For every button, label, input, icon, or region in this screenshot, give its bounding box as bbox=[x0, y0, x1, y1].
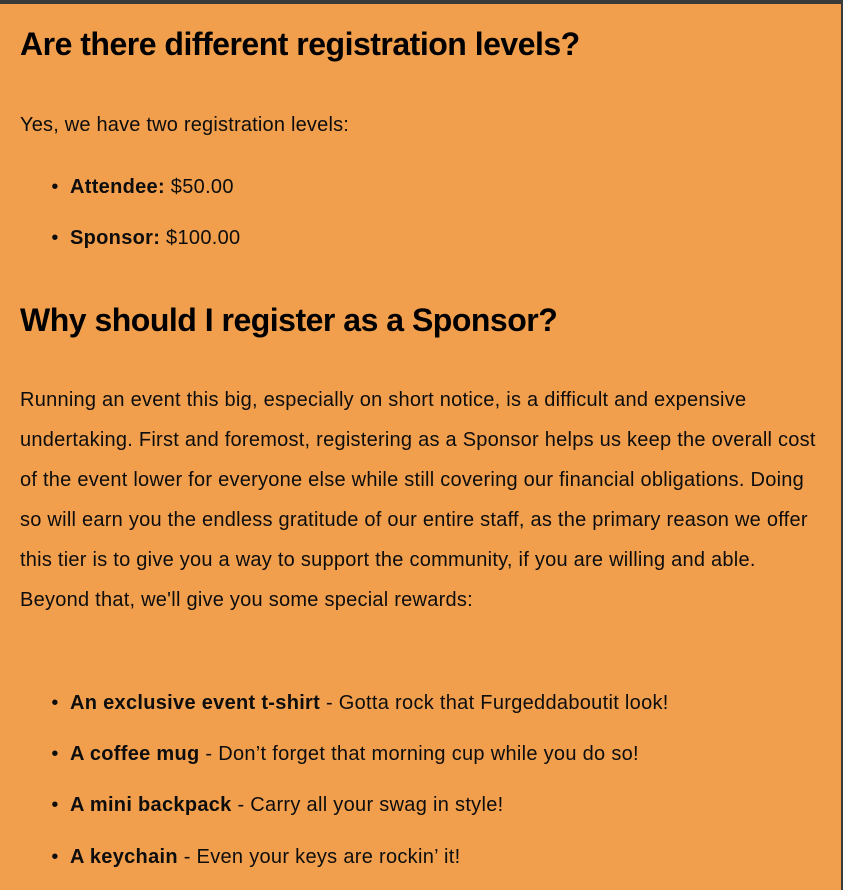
window-top-border bbox=[0, 0, 843, 4]
bullet: • bbox=[51, 743, 59, 765]
reward-label: A coffee mug bbox=[70, 743, 200, 765]
bullet: • bbox=[51, 227, 59, 249]
bullet: • bbox=[51, 176, 59, 198]
level-price: $100.00 bbox=[160, 227, 241, 249]
bullet: • bbox=[51, 846, 59, 868]
sponsor-paragraph: Running an event this big, especially on short notice, is a difficult and expensive undertaking. First and foremost, registering as a Sponsor helps us keep the overall cost of the event lower for everyone else while still covering our financial obligations. Doing so will earn you the endless gratitude of our entire staff, as the primary reason we offer this tier is to give you a way to support the community, if you are willing and able. Beyond that, we'll give you some special rewards: bbox=[20, 389, 816, 611]
reward-description: - Don’t forget that morning cup while you do so! bbox=[199, 743, 639, 765]
heading-registration-levels: Are there different registration levels? bbox=[20, 26, 580, 62]
reward-description: - Carry all your swag in style! bbox=[231, 794, 504, 816]
reward-description: - Even your keys are rockin’ it! bbox=[177, 846, 461, 868]
bullet: • bbox=[51, 794, 59, 816]
reward-description: - Gotta rock that Furgeddaboutit look! bbox=[320, 692, 669, 714]
level-price: $50.00 bbox=[164, 176, 234, 198]
reward-label: A mini backpack bbox=[70, 794, 232, 816]
reward-label: An exclusive event t-shirt bbox=[70, 692, 321, 714]
level-label: Attendee: bbox=[70, 176, 165, 198]
level-label: Sponsor: bbox=[70, 227, 161, 249]
bullet: • bbox=[51, 692, 59, 714]
reward-label: A keychain bbox=[70, 846, 178, 868]
heading-why-sponsor: Why should I register as a Sponsor? bbox=[20, 302, 558, 338]
registration-levels-intro: Yes, we have two registration levels: bbox=[20, 114, 350, 136]
